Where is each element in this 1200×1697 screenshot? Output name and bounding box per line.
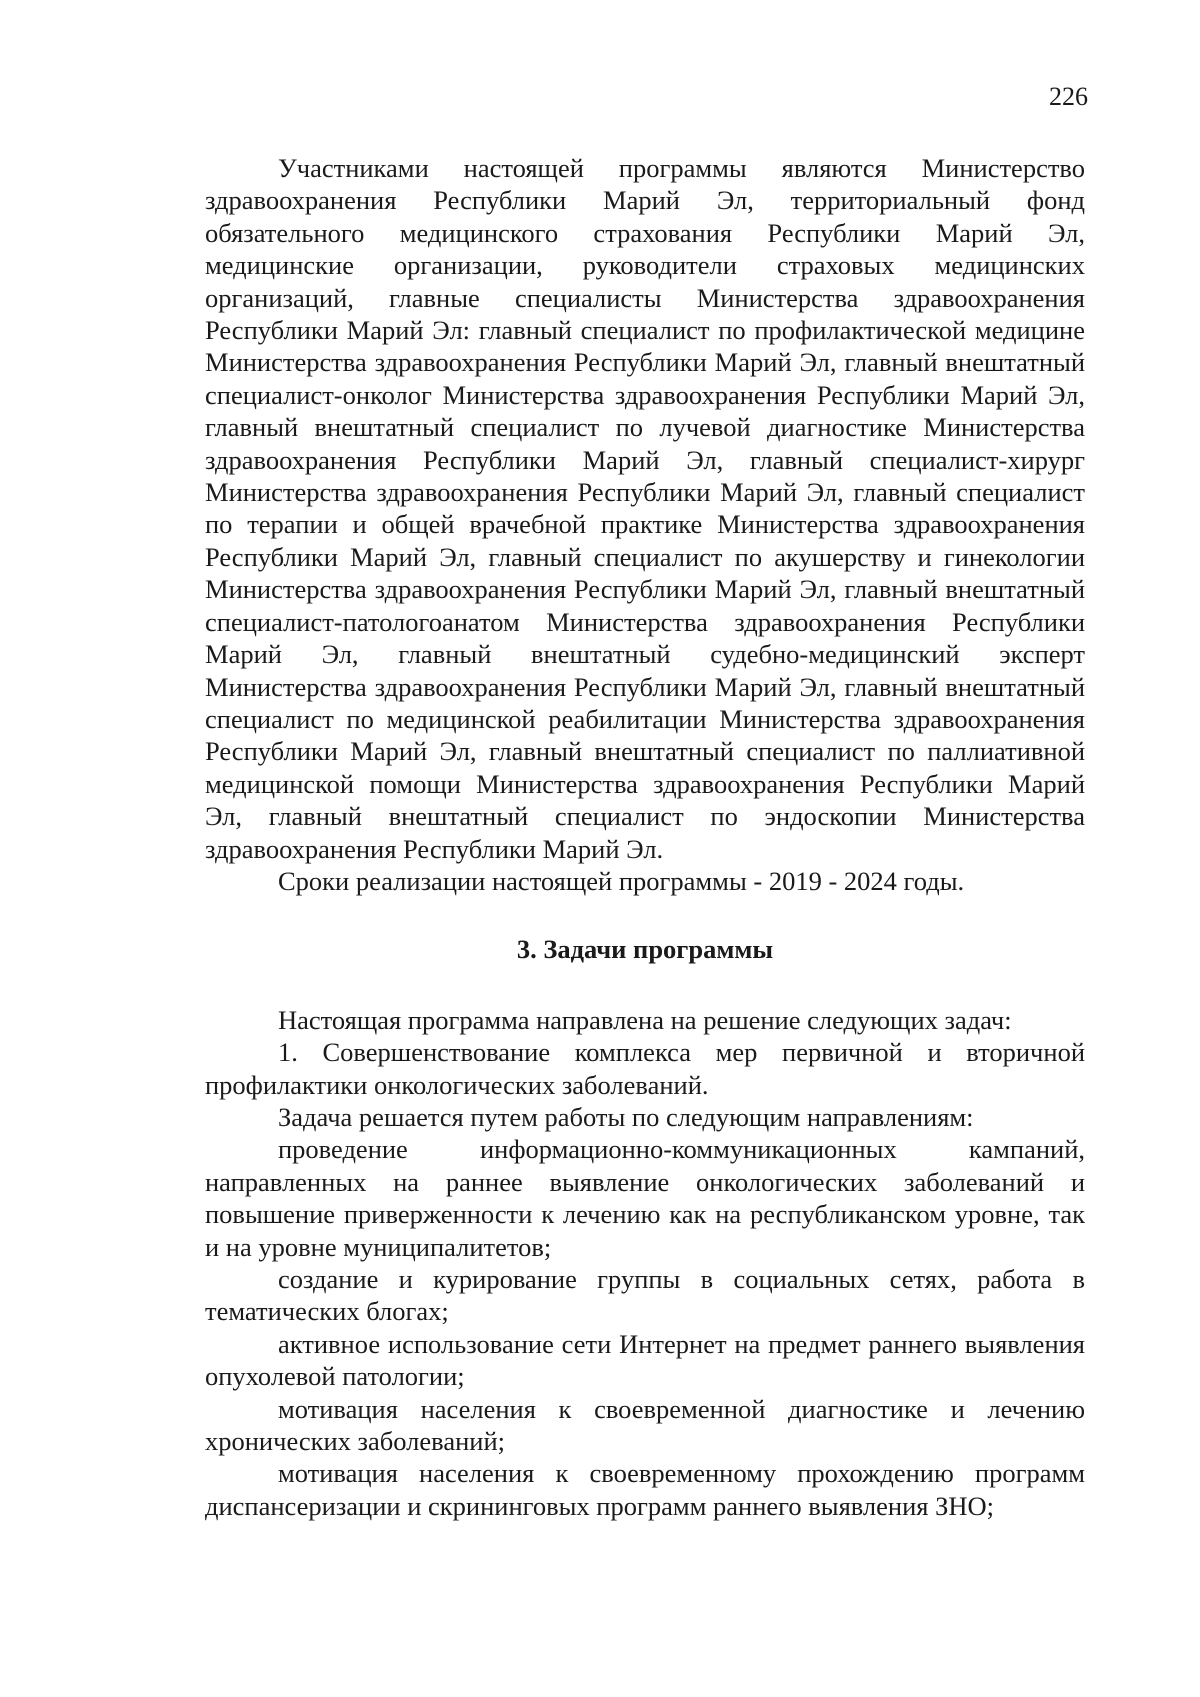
page-number: 226: [1049, 82, 1088, 111]
paragraph-direction-internet: активное использование сети Интернет на предмет раннего выявления опухолевой патологии;: [205, 1328, 1085, 1392]
paragraph-direction-campaigns: проведение информационно-коммуникационных кампаний, направленных на раннее выявление онкологических заболеваний и повышение приверженности к лечению как на республиканском уровне, так и на уровне муниципалитетов;: [205, 1134, 1085, 1262]
paragraph-direction-social: создание и курирование группы в социальных сетях, работа в тематических блогах;: [205, 1264, 1085, 1327]
paragraph-participants: Участниками настоящей программы являются Министерство здравоохранения Республики Марий Эл, территориальный фонд обязательного медицинского страхования Республики Марий Эл, медицинские организации, руководители страховых медицинских организаций, главные специалисты Министерства здравоохранения Республики Марий Эл: главный специалист по профилактической медицине Министерства здравоохранения Республики Марий Эл, главный внештатный специалист-онколог Министерства здравоохранения Республики Марий Эл, главный внештатный специалист по лучевой диагностике Министерства здравоохранения Республики Марий Эл, главный специалист-хирург Министерства здравоохранения Республики Марий Эл, главный специалист по терапии и общей врачебной практике Министерства здравоохранения Республики Марий Эл, главный специалист по акушерству и гинекологии Министерства здравоохранения Республики Марий Эл, главный внештатный специалист-патологоанатом Министерства здравоохранения Республики Марий Эл, главный внештатный судебно-медицинский эксперт Министерства здравоохранения Республики Марий Эл, главный внештатный специалист по медицинской реабилитации Министерства здравоохранения Республики Марий Эл, главный внештатный специалист по паллиативной медицинской помощи Министерства здравоохранения Республики Марий Эл, главный внештатный специалист по эндоскопии Министерства здравоохранения Республики Марий Эл.: [205, 153, 1085, 864]
document-body: [205, 152, 1085, 1522]
paragraph-directions-intro: Задача решается путем работы по следующим направлениям:: [278, 1101, 974, 1132]
paragraph-direction-diagnostics: мотивация населения к своевременной диагностике и лечению хронических заболеваний;: [205, 1393, 1085, 1457]
paragraph-tasks-intro: Настоящая программа направлена на решение следующих задач:: [278, 1004, 1012, 1035]
paragraph-task-1: 1. Совершенствование комплекса мер первичной и вторичной профилактики онкологических заболеваний.: [205, 1037, 1085, 1100]
section-heading: 3. Задачи программы: [516, 934, 774, 965]
paragraph-timeline: Сроки реализации настоящей программы - 2019 - 2024 годы.: [278, 865, 965, 896]
paragraph-direction-screening: мотивация населения к своевременному прохождению программ диспансеризации и скрининговых программ раннего выявления ЗНО;: [205, 1458, 1085, 1521]
